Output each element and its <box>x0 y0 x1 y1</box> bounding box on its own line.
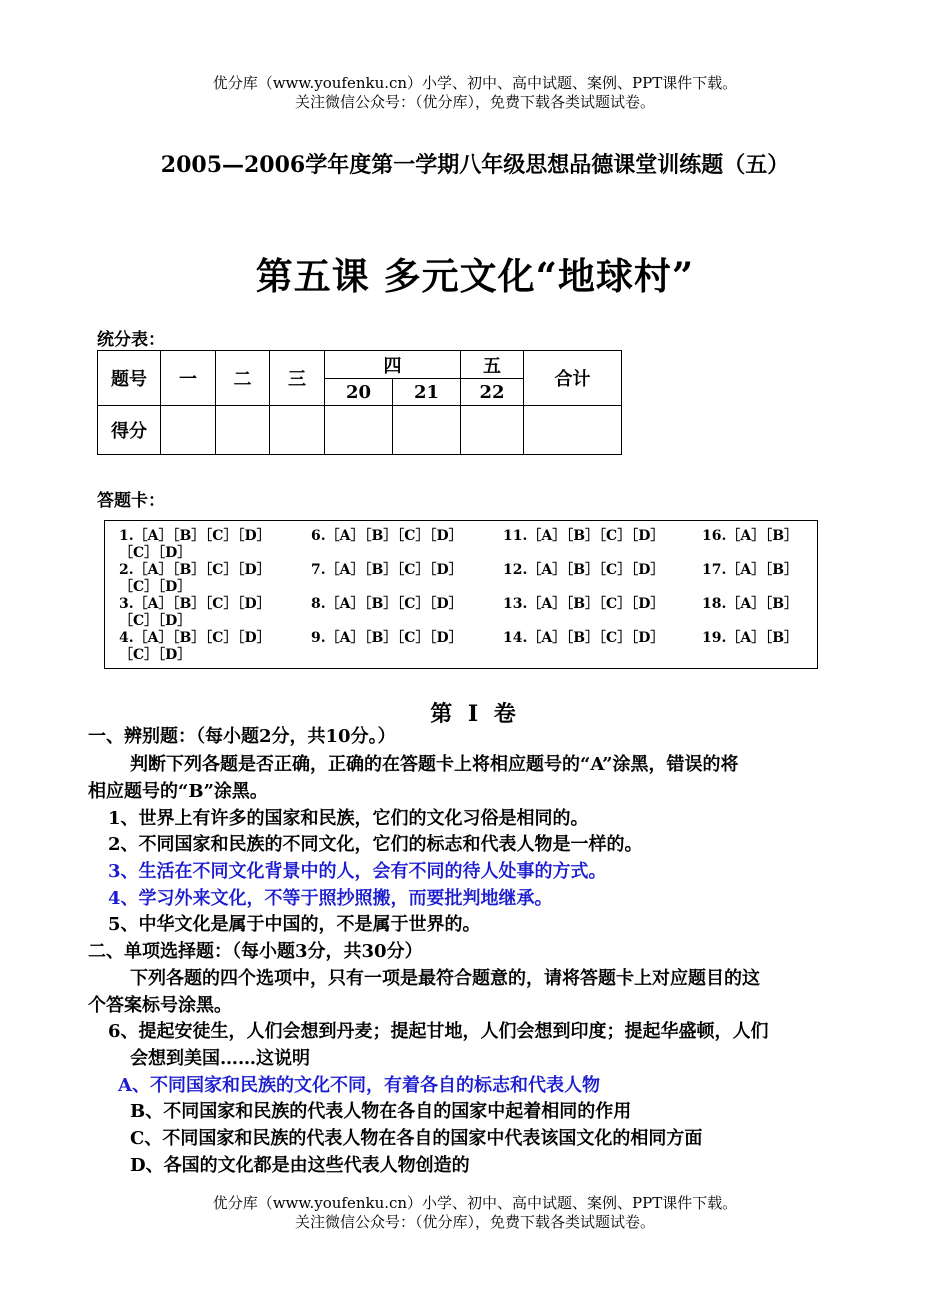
header-line-2: 关注微信公众号：（优分库），免费下载各类试题试卷。 <box>294 93 655 111</box>
col-2: 二 <box>216 351 270 406</box>
section2-heading: 二、单项选择题：（每小题3分，共30分） <box>88 941 423 962</box>
header-line-1: 优分库（www.youfenku.cn）小学、初中、高中试题、案例、PPT课件下载。 <box>212 74 738 92</box>
section1-heading: 一、辨别题：（每小题2分，共10分。） <box>88 726 396 747</box>
score-cell[interactable] <box>216 406 270 455</box>
judgment-item-2: 2、不同国家和民族的不同文化，它们的标志和代表人物是一样的。 <box>108 834 643 855</box>
answer-choice-1[interactable]: 1.［A］［B］［C］［D］ <box>119 528 271 544</box>
answer-choice-4[interactable]: 4.［A］［B］［C］［D］ <box>119 630 271 646</box>
score-table-label: 统分表： <box>97 330 165 350</box>
answer-choice-6[interactable]: 6.［A］［B］［C］［D］ <box>311 528 463 544</box>
section2-instruction-line2: 个答案标号涂黑。 <box>88 995 232 1016</box>
answer-choice-3[interactable]: 3.［A］［B］［C］［D］ <box>119 596 271 612</box>
answer-choice-17-wrap[interactable]: ［C］［D］ <box>119 579 192 595</box>
answer-choice-8[interactable]: 8.［A］［B］［C］［D］ <box>311 596 463 612</box>
answer-choice-19-wrap[interactable]: ［C］［D］ <box>119 647 192 663</box>
answer-choice-16[interactable]: 16.［A］［B］ <box>702 528 799 544</box>
score-cell[interactable] <box>325 406 393 455</box>
footer-line-2: 关注微信公众号：（优分库），免费下载各类试题试卷。 <box>294 1213 655 1231</box>
lesson-title: 第五课 多元文化“地球村” <box>255 254 695 298</box>
section1-instruction-line1: 判断下列各题是否正确，正确的在答题卡上将相应题号的“A”涂黑，错误的将 <box>130 754 739 775</box>
total-header: 合计 <box>524 351 622 406</box>
option-b: B、不同国家和民族的代表人物在各自的国家中起着相同的作用 <box>130 1101 632 1122</box>
score-cell[interactable] <box>161 406 216 455</box>
score-row-label: 得分 <box>98 406 161 455</box>
score-cell[interactable] <box>270 406 325 455</box>
judgment-item-1: 1、世界上有许多的国家和民族，它们的文化习俗是相同的。 <box>108 808 589 829</box>
option-a: A、不同国家和民族的文化不同，有着各自的标志和代表人物 <box>118 1075 600 1096</box>
answer-choice-7[interactable]: 7.［A］［B］［C］［D］ <box>311 562 463 578</box>
sub-col-20: 20 <box>325 379 393 406</box>
answer-choice-12[interactable]: 12.［A］［B］［C］［D］ <box>503 562 665 578</box>
answer-choice-16-wrap[interactable]: ［C］［D］ <box>119 545 192 561</box>
question-number-header: 题号 <box>98 351 161 406</box>
option-c: C、不同国家和民族的代表人物在各自的国家中代表该国文化的相同方面 <box>130 1128 703 1149</box>
score-table <box>97 350 622 455</box>
answer-choice-18-wrap[interactable]: ［C］［D］ <box>119 613 192 629</box>
judgment-item-5: 5、中华文化是属于中国的，不是属于世界的。 <box>108 914 481 935</box>
col-5: 五 <box>461 351 524 379</box>
col-1: 一 <box>161 351 216 406</box>
exam-title: 2005—2006学年度第一学期八年级思想品德课堂训练题（五） <box>160 152 790 178</box>
col-4: 四 <box>325 351 461 379</box>
section2-instruction-line1: 下列各题的四个选项中，只有一项是最符合题意的，请将答题卡上对应题目的这 <box>130 968 760 989</box>
answer-choice-19[interactable]: 19.［A］［B］ <box>702 630 799 646</box>
answer-choice-18[interactable]: 18.［A］［B］ <box>702 596 799 612</box>
question-6-line2: 会想到美国……这说明 <box>130 1048 310 1069</box>
answer-choice-9[interactable]: 9.［A］［B］［C］［D］ <box>311 630 463 646</box>
option-d: D、各国的文化都是由这些代表人物创造的 <box>130 1155 470 1176</box>
volume-title: 第 Ⅰ 卷 <box>430 701 520 727</box>
answer-card-label: 答题卡： <box>97 491 165 511</box>
footer-line-1: 优分库（www.youfenku.cn）小学、初中、高中试题、案例、PPT课件下载。 <box>212 1194 738 1212</box>
judgment-item-4: 4、学习外来文化，不等于照抄照搬，而要批判地继承。 <box>108 888 553 909</box>
sub-col-21: 21 <box>393 379 461 406</box>
answer-choice-13[interactable]: 13.［A］［B］［C］［D］ <box>503 596 665 612</box>
score-cell[interactable] <box>524 406 622 455</box>
answer-choice-17[interactable]: 17.［A］［B］ <box>702 562 799 578</box>
score-cell[interactable] <box>461 406 524 455</box>
answer-choice-11[interactable]: 11.［A］［B］［C］［D］ <box>503 528 665 544</box>
score-cell[interactable] <box>393 406 461 455</box>
col-3: 三 <box>270 351 325 406</box>
answer-choice-2[interactable]: 2.［A］［B］［C］［D］ <box>119 562 271 578</box>
answer-card <box>104 520 818 669</box>
answer-choice-14[interactable]: 14.［A］［B］［C］［D］ <box>503 630 665 646</box>
question-6-line1: 6、提起安徒生，人们会想到丹麦；提起甘地，人们会想到印度；提起华盛顿，人们 <box>108 1021 769 1042</box>
judgment-item-3: 3、生活在不同文化背景中的人，会有不同的待人处事的方式。 <box>108 861 607 882</box>
sub-col-22: 22 <box>461 379 524 406</box>
section1-instruction-line2: 相应题号的“B”涂黑。 <box>88 781 268 802</box>
